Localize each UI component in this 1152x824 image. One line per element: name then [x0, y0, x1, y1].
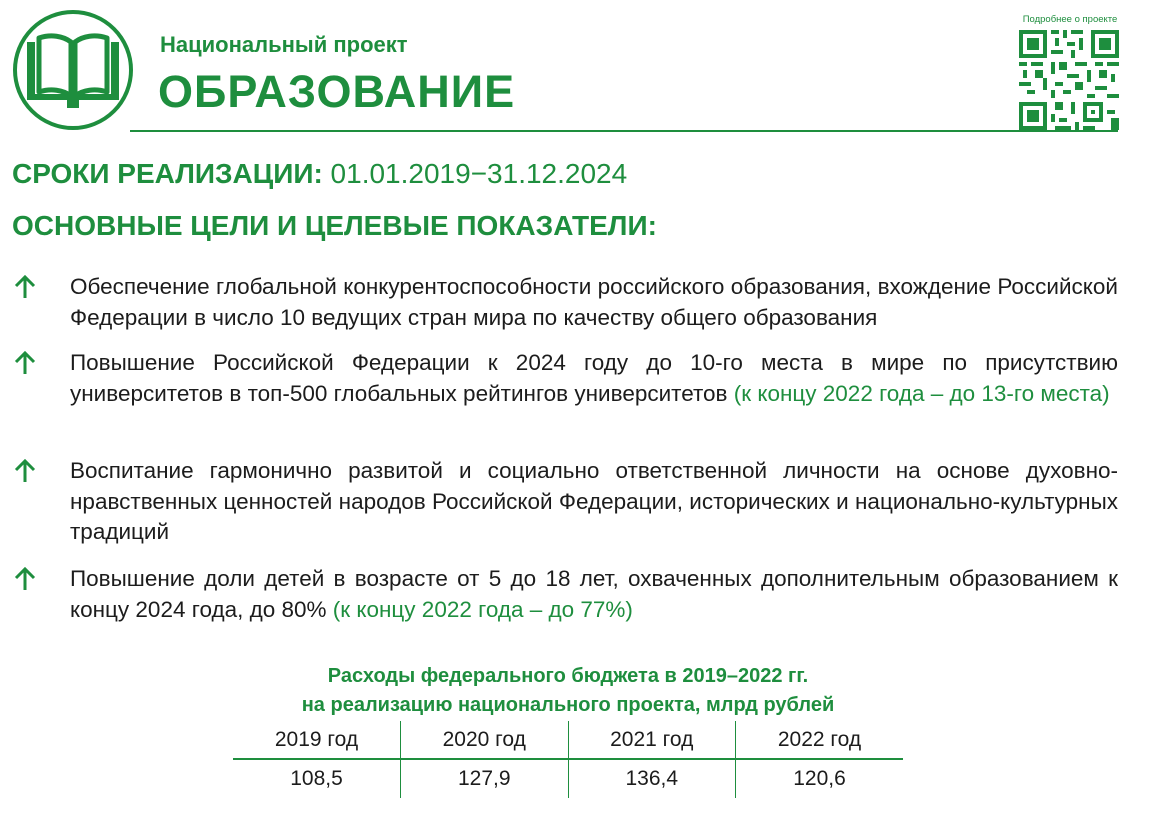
budget-year-2019: 2019 год	[233, 721, 401, 759]
goal-note: (к концу 2022 года – до 13-го места)	[733, 380, 1110, 406]
budget-value-2021: 136,4	[568, 759, 736, 798]
goal-text: Обеспечение глобальной конкурентоспособности российского образования, вхождение Российской Федерации в число 10 ведущих стран мира по качеству общего образования	[70, 274, 1118, 330]
header-divider	[130, 130, 1118, 132]
budget-title	[233, 662, 903, 720]
goal-note: (к концу 2022 года – до 77%)	[332, 596, 633, 622]
budget-title-line2: на реализацию национального проекта, млрд рублей	[301, 694, 835, 716]
budget-values-row	[233, 759, 903, 798]
arrow-up-icon	[12, 350, 38, 376]
budget-value-2019: 108,5	[290, 767, 343, 790]
period-value: 01.01.2019−31.12.2024	[322, 158, 628, 189]
implementation-period	[12, 158, 627, 190]
budget-table	[233, 721, 903, 798]
qr-code-icon[interactable]	[1019, 30, 1119, 130]
period-label: СРОКИ РЕАЛИЗАЦИИ:	[12, 158, 323, 189]
arrow-up-icon	[12, 274, 38, 300]
goals-heading: ОСНОВНЫЕ ЦЕЛИ И ЦЕЛЕВЫЕ ПОКАЗАТЕЛИ:	[12, 210, 657, 241]
qr-caption: Подробнее о проекте	[1022, 14, 1118, 25]
project-label: Национальный проект	[160, 32, 408, 57]
goal-text: Повышение доли детей в возрасте от 5 до 18 лет, охваченных дополнительным образованием к концу 2024 года, до 80% (к концу 2022 года – до 77%)	[70, 566, 1118, 622]
budget-value-2022: 120,6	[736, 759, 904, 798]
goal-text: Воспитание гармонично развитой и социально ответственной личности на основе духовно-нравственных ценностей народов Российской Федерации, исторических и национально-культурных традиций	[70, 458, 1118, 544]
open-book-icon	[11, 8, 135, 132]
project-title: ОБРАЗОВАНИЕ	[158, 66, 516, 117]
budget-header-row	[233, 721, 903, 759]
budget-value-2020: 127,9	[401, 759, 569, 798]
arrow-up-icon	[12, 566, 38, 592]
budget-year-2022: 2022 год	[736, 721, 904, 759]
budget-year-2020: 2020 год	[401, 721, 569, 759]
goal-text: Повышение Российской Федерации к 2024 году до 10-го места в мире по присутствию университетов в топ-500 глобальных рейтингов университетов (к концу 2022 года – до 13-го места)	[70, 350, 1118, 406]
arrow-up-icon	[12, 458, 38, 484]
budget-title-line1: Расходы федерального бюджета в 2019–2022 гг.	[327, 665, 809, 687]
budget-year-2021: 2021 год	[568, 721, 736, 759]
